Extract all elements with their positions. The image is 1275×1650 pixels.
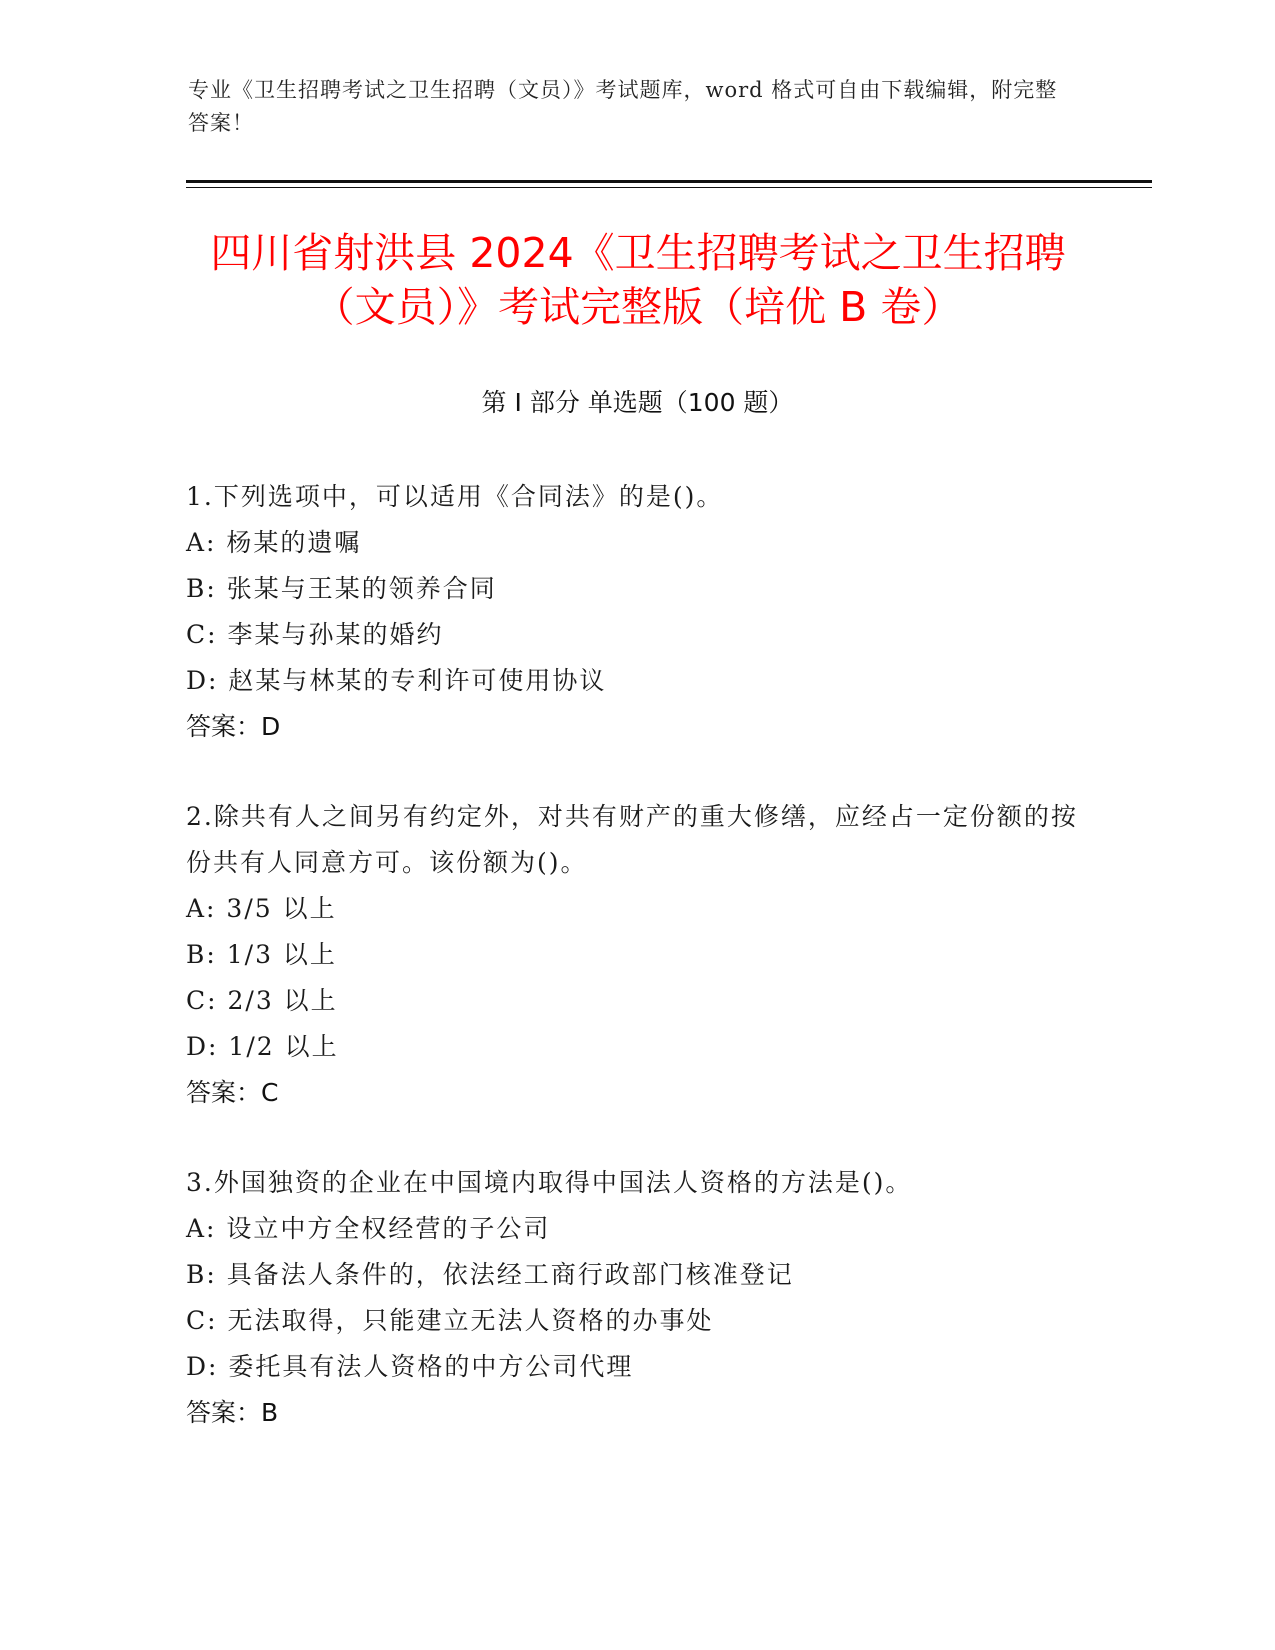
document-title: 四川省射洪县 2024《卫生招聘考试之卫生招聘（文员）》考试完整版（培优 B 卷） [210,229,1066,331]
option-b: B: 具备法人条件的，依法经工商行政部门核准登记 [186,1260,794,1289]
header-rule-thick [186,180,1152,183]
question-stem: 1.下列选项中，可以适用《合同法》的是()。 [186,482,724,511]
question-list [186,474,1086,1480]
option-c: C: 无法取得，只能建立无法人资格的办事处 [186,1306,714,1335]
option-a: A: 3/5 以上 [186,894,337,923]
option-d: D: 委托具有法人资格的中方公司代理 [186,1352,634,1381]
answer: 答案：C [186,1078,279,1107]
question-stem: 2.除共有人之间另有约定外，对共有财产的重大修缮，应经占一定份额的按份共有人同意方可。该份额为()。 [186,802,1078,877]
question-1 [186,474,1086,750]
option-c: C: 李某与孙某的婚约 [186,620,444,649]
question-2 [186,794,1086,1116]
option-d: D: 赵某与林某的专利许可使用协议 [186,666,607,695]
option-d: D: 1/2 以上 [186,1032,339,1061]
answer: 答案：B [186,1398,279,1427]
answer: 答案：D [186,712,281,741]
option-b: B: 1/3 以上 [186,940,337,969]
question-stem: 3.外国独资的企业在中国境内取得中国法人资格的方法是()。 [186,1168,913,1197]
option-c: C: 2/3 以上 [186,986,338,1015]
section-heading: 第 I 部分 单选题（100 题） [481,388,794,417]
option-a: A: 设立中方全权经营的子公司 [186,1214,551,1243]
question-3 [186,1160,1086,1436]
option-b: B: 张某与王某的领养合同 [186,574,497,603]
option-a: A: 杨某的遗嘱 [186,528,362,557]
header-rule-thin [186,187,1152,188]
header-note: 专业《卫生招聘考试之卫生招聘（文员）》考试题库，word 格式可自由下载编辑，附完整答案！ [188,78,1058,135]
